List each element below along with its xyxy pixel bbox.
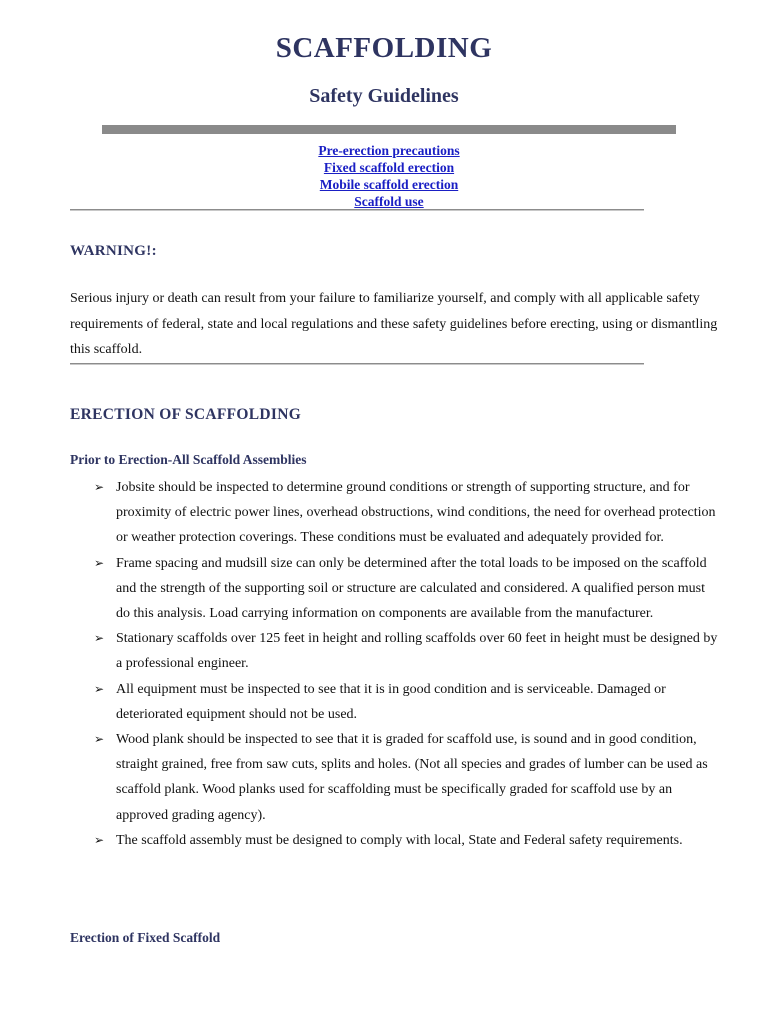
document-subtitle: Safety Guidelines bbox=[309, 85, 459, 107]
table-of-contents bbox=[0, 142, 768, 210]
list-item-text: All equipment must be inspected to see that it is in good condition and is serviceable. Damaged or deteriorated equipment should not be used. bbox=[116, 681, 666, 722]
arrow-bullet-icon: ➢ bbox=[94, 555, 105, 570]
arrow-bullet-icon: ➢ bbox=[94, 631, 105, 646]
list-item-text: The scaffold assembly must be designed to comply with local, State and Federal safety requirements. bbox=[116, 832, 683, 848]
warning-paragraph: Serious injury or death can result from your failure to familiarize yourself, and comply with all applicable safety requirements of federal, state and local regulations and these safety guidelines before erecting, using or dismantling this scaffold. bbox=[70, 291, 718, 357]
next-subsection-heading: Erection of Fixed Scaffold bbox=[70, 930, 221, 945]
list-item bbox=[70, 626, 720, 676]
arrow-bullet-icon: ➢ bbox=[94, 832, 105, 847]
list-item-text: Jobsite should be inspected to determine ground conditions or strength of supporting structure, and for proximity of electric power lines, overhead obstructions, wind conditions, the need for overhead protection or weather protection coverings. These conditions must be evaluated and adequately provided for. bbox=[116, 480, 716, 546]
toc-link-fixed-scaffold[interactable]: Fixed scaffold erection bbox=[323, 160, 455, 175]
precautions-list bbox=[70, 475, 720, 853]
list-item bbox=[70, 551, 720, 627]
arrow-bullet-icon: ➢ bbox=[94, 732, 105, 747]
document-title: SCAFFOLDING bbox=[275, 32, 493, 64]
warning-heading: WARNING!: bbox=[70, 243, 157, 259]
list-item-text: Frame spacing and mudsill size can only be determined after the total loads to be imposed on the scaffold and the strength of the supporting soil or structure are calculated and considered. A qualified person must do this analysis. Load carrying information on components are available from the manufacturer. bbox=[116, 555, 707, 622]
list-item bbox=[70, 727, 720, 828]
toc-link-pre-erection[interactable]: Pre-erection precautions bbox=[318, 143, 460, 158]
list-item-text: Stationary scaffolds over 125 feet in height and rolling scaffolds over 60 feet in height must be designed by a professional engineer. bbox=[116, 631, 718, 672]
title-divider bbox=[102, 125, 676, 134]
arrow-bullet-icon: ➢ bbox=[94, 681, 105, 696]
arrow-bullet-icon: ➢ bbox=[94, 480, 105, 494]
subsection-heading: Prior to Erection-All Scaffold Assemblies bbox=[70, 452, 307, 467]
list-item bbox=[70, 677, 720, 727]
toc-link-scaffold-use[interactable]: Scaffold use bbox=[354, 194, 424, 209]
toc-link-mobile-scaffold[interactable]: Mobile scaffold erection bbox=[319, 177, 459, 192]
divider-after-toc bbox=[70, 209, 644, 211]
list-item bbox=[70, 828, 720, 853]
list-item bbox=[70, 475, 720, 551]
list-item-text: Wood plank should be inspected to see that it is graded for scaffold use, is sound and in good condition, straight grained, free from saw cuts, splits and holes. (Not all species and grades of lumber can be used as scaffold plank. Wood planks used for scaffolding must be specifically graded for scaffold use by an approved grading agency). bbox=[116, 732, 708, 823]
divider-after-warning bbox=[70, 363, 644, 365]
section-heading: ERECTION OF SCAFFOLDING bbox=[70, 406, 302, 423]
